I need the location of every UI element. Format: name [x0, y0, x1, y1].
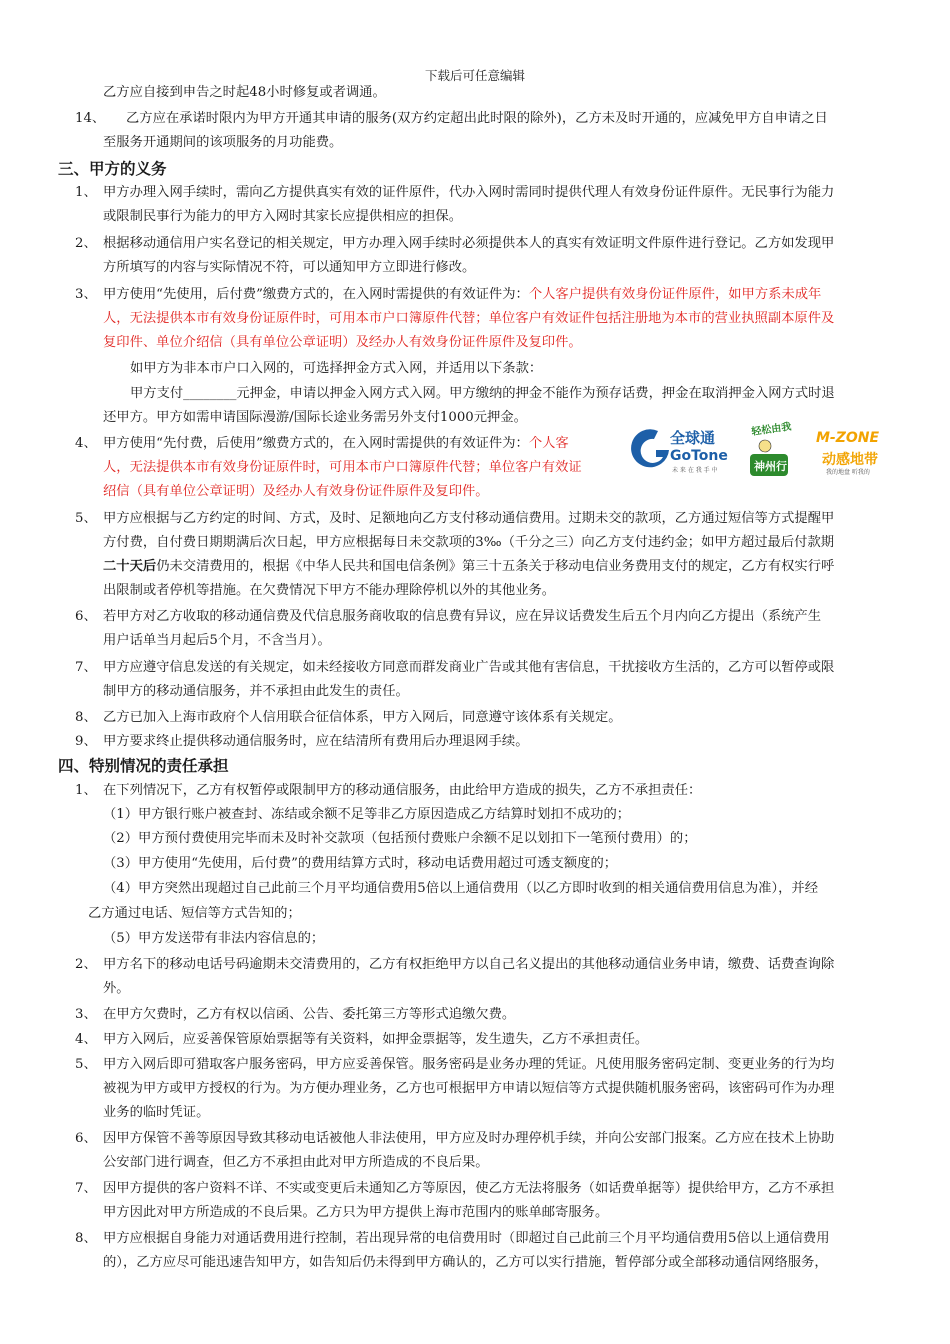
- gotone-cn-text: 全球通: [670, 429, 716, 447]
- szx-text: 神州行: [754, 460, 787, 473]
- mzone-cn-text: 动感地带: [822, 452, 878, 468]
- gotone-en-text: GoTone: [670, 448, 728, 464]
- brand-logos: [630, 420, 892, 486]
- item-number: 14、: [75, 111, 106, 126]
- mzone-slogan: 我的地盘 听我的: [826, 469, 870, 476]
- page-header: 下载后可任意编辑: [424, 68, 525, 83]
- document-page: 下载后可任意编辑 乙方应自接到申告之时起48小时修复或者调通。 14、 乙方应在承诺时限内为甲方开通其申请的服务(双方约定超出此时限的除外)，乙方未及时开通的，应减免甲方自申请之日 至服务开通期间的该项服务的月功能费。 三、甲方的义务 1、 甲方办理入网手续时，需向乙方提供真实有效的证件原件，代办入网时需同时提供代理人有效身份证件原件。无民事行为能力 或限制民事行为能力的甲方入网时其家长应提供相应的担保。 2、 根据移动通信用户实名登记的相关规定，甲方办理入网手续时必须提供本人的真实有效证明文件原件进行登记。乙方如发现甲 方所填写的内容与实际情况不符，可以通知甲方立即进行修改。 3、 甲方使用“先使用，后付费”缴费方式的，在入网时需提供的有效证件为：个人客户提供有效身份证件原件，如甲方系未成年 人，无法提供本市有效身份证原件时，可用本市户口簿原件代替；单位客户有效证件包括注册地为本市的营业执照副本原件及 复印件、单位介绍信（具有单位公章证明）及经办人有效身份证件原件及复印件。 如甲方为非本市户口入网的，可选择押金方式入网，并适用以下条款： 甲方支付________元押金，申请以押金入网方式入网。甲方缴纳的押金不能作为预存话费，押金在取消押金入网方式时退 还甲方。甲方如需申请国际漫游/国际长途业务需另外支付1000元押金。 4、 甲方使用“先付费，后使用”缴费方式的，在入网时需提供的有效证件为：个人客 人，无法提供本市有效身份证原件时，可用本市户口簿原件代替；单位客户有效证 绍信（具有单位公章证明）及经办人有效身份证件原件及复印件。 全球通 GoTone 未 来 在 我 手 中 轻松由我 神州行 M-ZONE 动感地带 我的地盘 听我的 5、 甲方应根据与乙方约定的时间、方式，及时、足额地向乙方支付移动通信费用。过期未交的款项，乙方通过短信等方式提醒甲 方付费，自付费日期期满后次日起，甲方应根据每日未交款项的3‰（千分之三）向乙方支付违约金；如甲方超过最后付款期 二十天后仍未交清费用的，根据《中华人民共和国电信条例》第三十五条关于移动电信业务费用支付的规定，乙方有权实行呼 出限制或者停机等措施。在欠费情况下甲方不能办理除停机以外的其他业务。 6、 若甲方对乙方收取的移动通信费及代信息服务商收取的信息费有异议，应在异议话费发生后五个月内向乙方提出（系统产生 用户话单当月起后5个月，不含当月）。 7、 甲方应遵守信息发送的有关规定，如未经接收方同意而群发商业广告或其他有害信息，干扰接收方生活的，乙方可以暂停或限 制甲方的移动通信服务，并不承担由此发生的责任。 8、 乙方已加入上海市政府个人信用联合征信体系，甲方入网后，同意遵守该体系有关规定。 9、 甲方要求终止提供移动通信服务时，应在结清所有费用后办理退网手续。 四、特别情况的责任承担 1、 在下列情况下，乙方有权暂停或限制甲方的移动通信服务，由此给甲方造成的损失，乙方不承担责任： （1）甲方银行账户被查封、冻结或余额不足等非乙方原因造成乙方结算时划扣不成功的； （2）甲方预付费使用完毕而未及时补交款项（包括预付费账户余额不足以划扣下一笔预付费用）的； （3）甲方使用“先使用，后付费”的费用结算方式时，移动电话费用超过可透支额度的； （4）甲方突然出现超过自己此前三个月平均通信费用5倍以上通信费用（以乙方即时收到的相关通信费用信息为准），并经 乙方通过电话、短信等方式告知的； （5）甲方发送带有非法内容信息的； 2、 甲方名下的移动电话号码逾期未交清费用的，乙方有权拒绝甲方以自己名义提出的其他移动通信业务申请，缴费、话费查询除 外。 3、 在甲方欠费时，乙方有权以信函、公告、委托第三方等形式追缴欠费。 4、 甲方入网后，应妥善保管原始票据等有关资料，如押金票据等，发生遗失，乙方不承担责任。 5、 甲方入网后即可猎取客户服务密码，甲方应妥善保管。服务密码是业务办理的凭证。凡使用服务密码定制、变更业务的行为均 被视为甲方或甲方授权的行为。为方便办理业务，乙方也可根据甲方申请以短信等方式提供随机服务密码，该密码可作为办理 业务的临时凭证。 6、 因甲方保管不善等原因导致其移动电话被他人非法使用，甲方应及时办理停机手续，并向公安部门报案。乙方应在技术上协助 公安部门进行调查，但乙方不承担由此对甲方所造成的不良后果。 7、 因甲方提供的客户资料不详、不实或变更后未通知乙方等原因，使乙方无法将服务（如话费单据等）提供给甲方，乙方不承担 甲方因此对甲方所造成的不良后果。乙方只为甲方提供上海市范围内的账单邮寄服务。 8、 甲方应根据自身能力对通话费用进行控制，若出现异常的电信费用时（即超过自己此前三个月平均通信费用5倍以上通信费用 的），乙方应尽可能迅速告知甲方，如告知后仍未得到甲方确认的，乙方可以实行措施，暂停部分或全部移动通信网络服务，: [0, 0, 950, 1344]
- emphasis-text: 二十天后: [103, 559, 157, 574]
- section-heading: 三、甲方的义务: [58, 160, 167, 178]
- mzone-text: M-ZONE: [816, 430, 880, 446]
- gotone-logo: [631, 429, 728, 474]
- mascot-icon: [759, 440, 771, 452]
- shenzhouxing-logo: [750, 420, 792, 476]
- szx-top-text: 轻松由我: [750, 421, 793, 438]
- gotone-swirl-icon: [631, 429, 669, 467]
- gotone-slogan: 未 来 在 我 手 中: [672, 467, 718, 474]
- section-heading: 四、特别情况的责任承担: [58, 757, 229, 775]
- highlight-text: 个人客户提供有效身份证件原件，如甲方系未成年: [528, 287, 822, 302]
- mzone-logo: [816, 430, 880, 476]
- highlight-text: 个人客: [528, 436, 569, 451]
